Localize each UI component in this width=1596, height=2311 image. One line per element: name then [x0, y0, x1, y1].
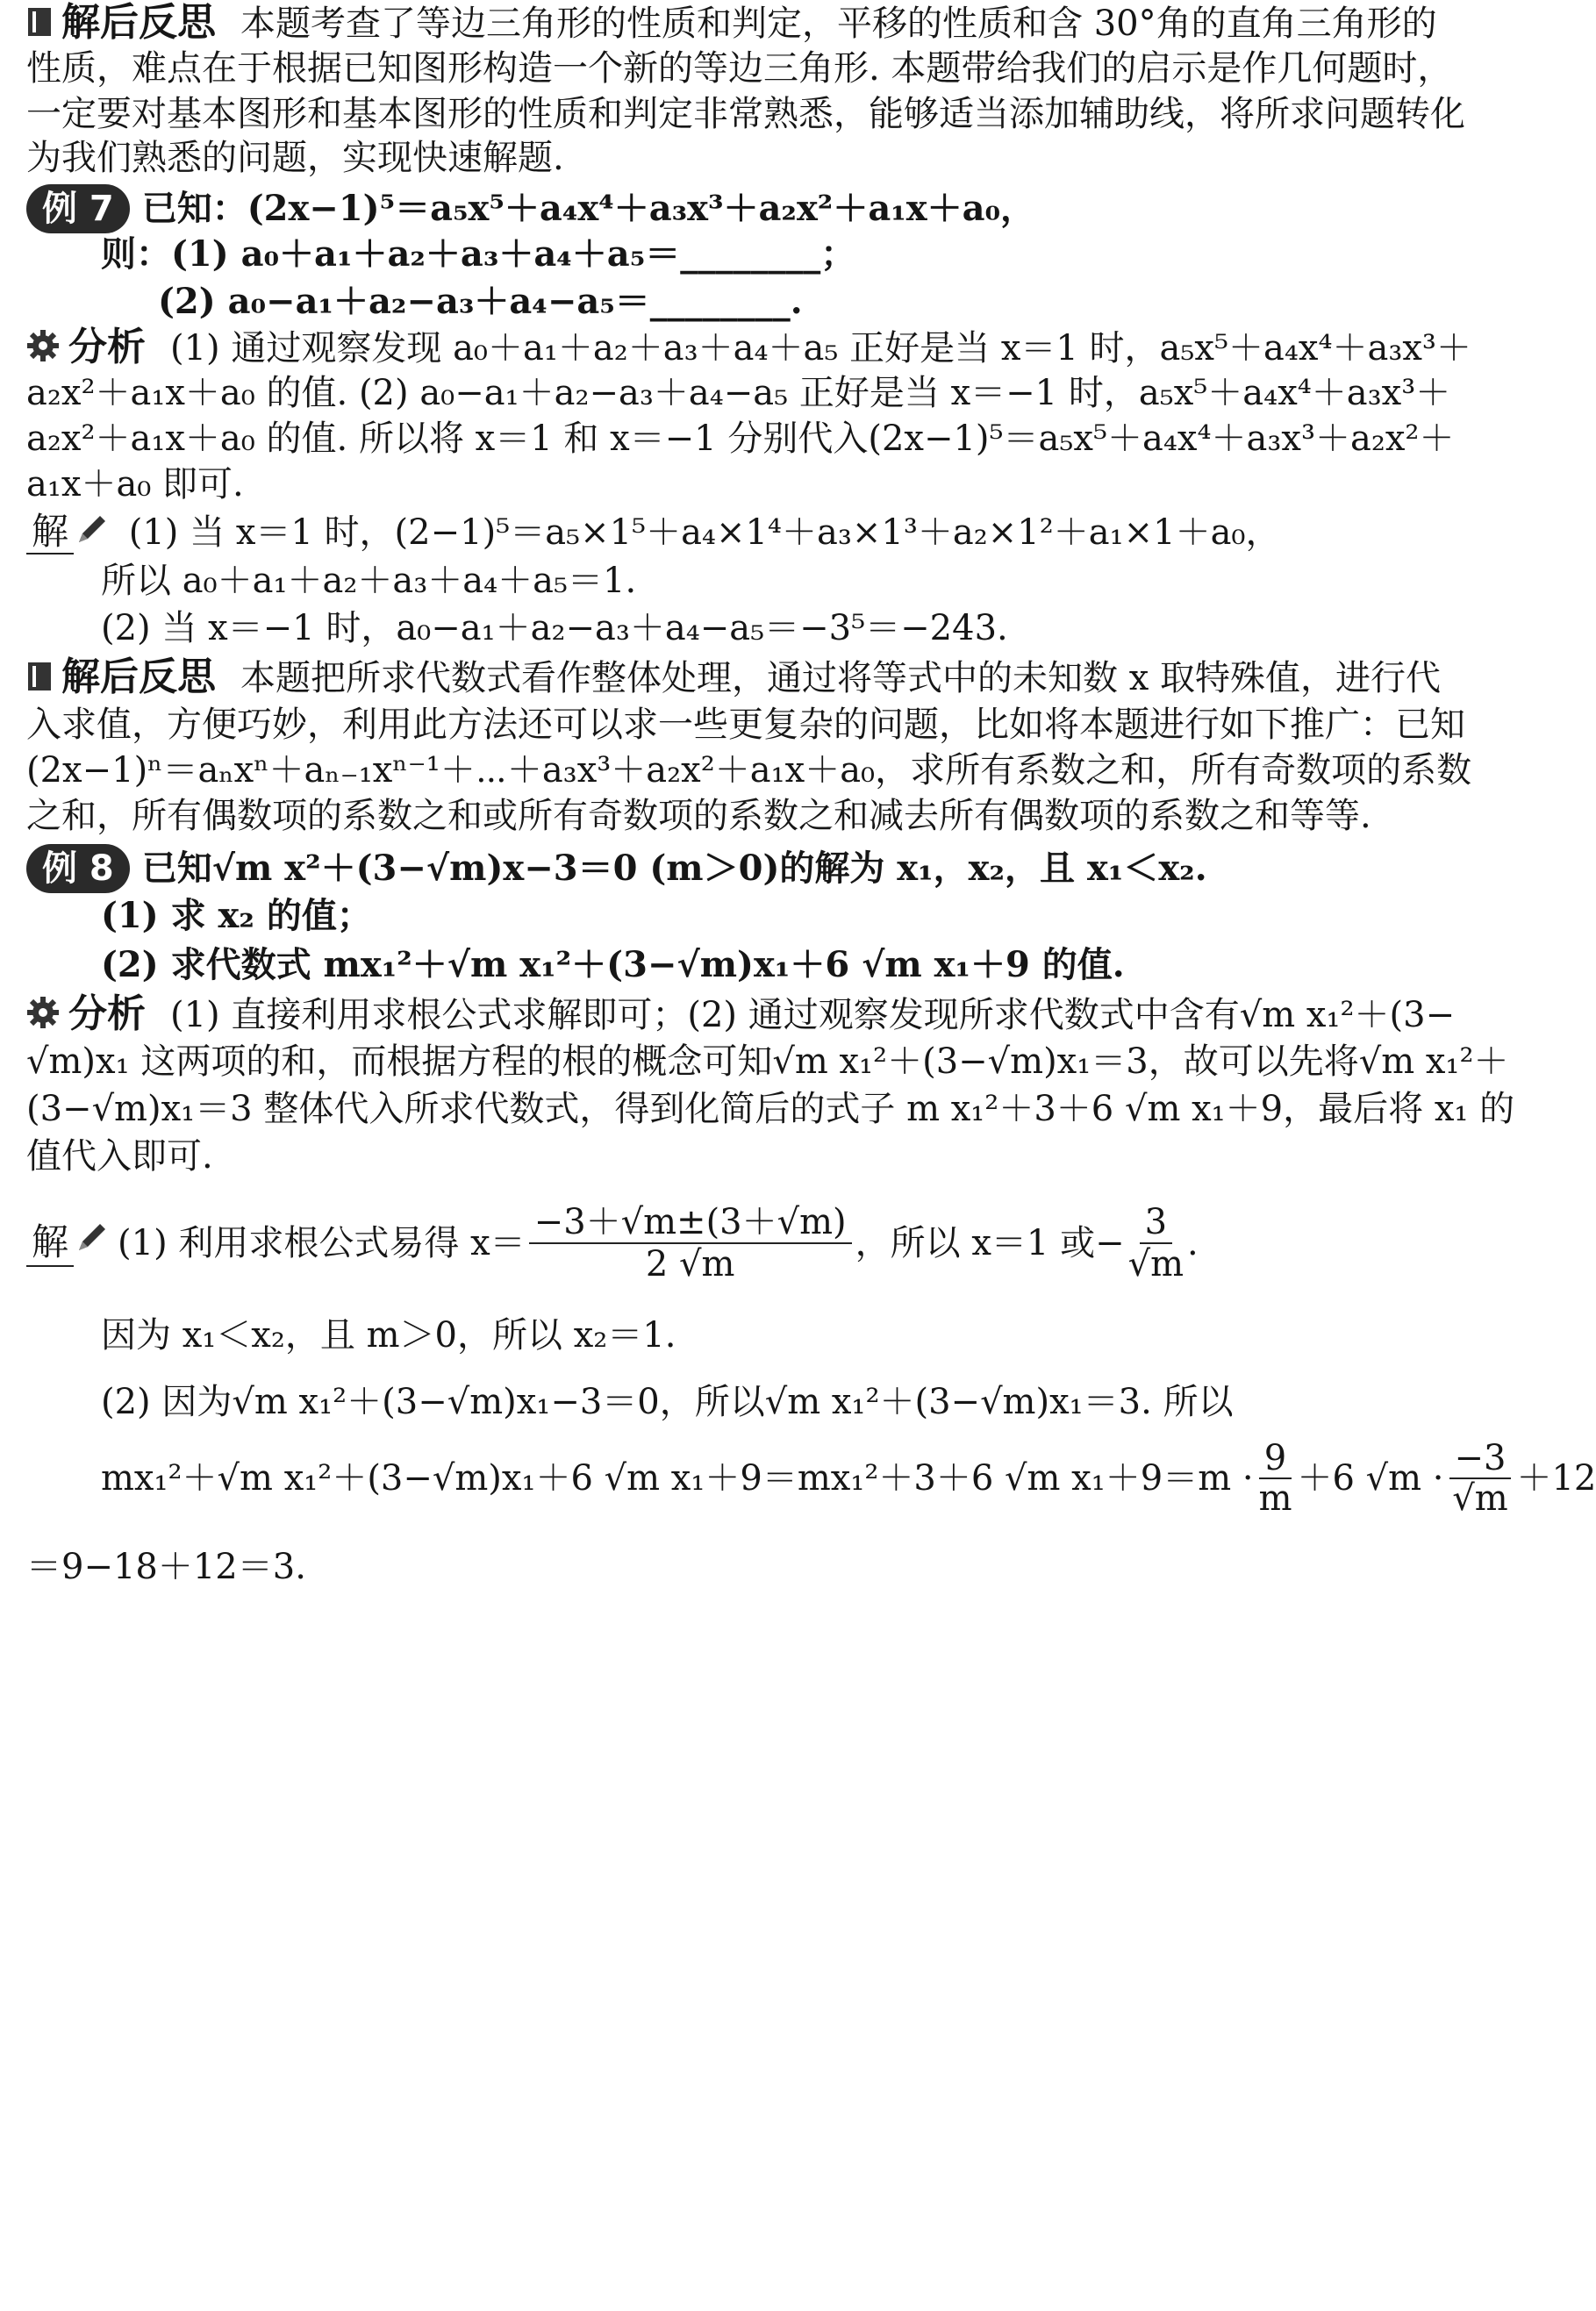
- analysis-7-line-3: a₂x²＋a₁x＋a₀ 的值. 所以将 x＝1 和 x＝−1 分别代入(2x−1)⁵＝a₅x⁵＋a₄x⁴＋a₃x³＋a₂x²＋: [26, 419, 1455, 459]
- example-8-question-2: (2) 求代数式 mx₁²＋√m x₁²＋(3−√m)x₁＋6 √m x₁＋9 的值.: [101, 944, 1125, 985]
- reflection-1-line-1: 解后反思 本题考查了等边三角形的性质和判定，平移的性质和含 30°角的直角三角形的: [26, 0, 1437, 49]
- reflection-2-line-1: 解后反思 本题把所求代数式看作整体处理，通过将等式中的未知数 x 取特殊值，进行代: [26, 655, 1441, 704]
- analysis-7-line-1: 分析 (1) 通过观察发现 a₀＋a₁＋a₂＋a₃＋a₄＋a₅ 正好是当 x＝1 时，a₅x⁵＋a₄x⁴＋a₃x³＋: [26, 325, 1471, 374]
- book-icon: [26, 4, 53, 49]
- example-badge: 例 7: [26, 184, 130, 233]
- solution-7-line-1: 解 (1) 当 x＝1 时，(2−1)⁵＝a₅×1⁵＋a₄×1⁴＋a₃×1³＋a₂×1²＋a₁×1＋a₀，: [26, 509, 1280, 559]
- reflection-1-line-4: 为我们熟悉的问题，实现快速解题.: [26, 138, 564, 178]
- reflection-2-line-4: 之和，所有偶数项的系数之和或所有奇数项的系数之和减去所有偶数项的系数之和等等.: [26, 796, 1371, 836]
- root-fraction-2: $\frac{3}{√m}$: [1127, 1202, 1184, 1284]
- gear-icon: [26, 995, 60, 1041]
- reflection-1-line-3: 一定要对基本图形和基本图形的性质和判定非常熟悉，能够适当添加辅助线，将所求问题转化: [26, 94, 1465, 134]
- reflection-2-line-3: (2x−1)ⁿ＝aₙxⁿ＋aₙ₋₁xⁿ⁻¹＋⋯＋a₃x³＋a₂x²＋a₁x＋a₀，求所有系数之和，所有奇数项的系数: [26, 750, 1472, 791]
- pencil-icon: [74, 1220, 109, 1267]
- reflection-label: 解后反思: [61, 655, 216, 699]
- fraction-neg3-over-sqrtm: −3 √m: [1449, 1439, 1512, 1518]
- solution-7-line-3: (2) 当 x＝−1 时，a₀−a₁＋a₂−a₃＋a₄−a₅＝−3⁵＝−243.: [101, 608, 1008, 648]
- solution-8-line-2: 因为 x₁＜x₂，且 m＞0，所以 x₂＝1.: [101, 1315, 676, 1356]
- solution-8-line-4: mx₁²＋√m x₁²＋(3−√m)x₁＋6 √m x₁＋9＝mx₁²＋3＋6 √m x₁＋9＝m · 9 m ＋6 √m · −3 √m ＋12: [101, 1438, 1596, 1519]
- analysis-7-line-2: a₂x²＋a₁x＋a₀ 的值. (2) a₀−a₁＋a₂−a₃＋a₄−a₅ 正好是当 x＝−1 时，a₅x⁵＋a₄x⁴＋a₃x³＋: [26, 373, 1451, 413]
- example-badge: 例 8: [26, 844, 130, 893]
- solution-8-line-1: 解 (1) 利用求根公式易得 x＝ −3＋√m±(3＋√m) 2 √m ，所以 x＝1 或− $\frac{3}{√m}$ .: [26, 1202, 1199, 1284]
- example-7-statement: 例 7 已知：(2x−1)⁵＝a₅x⁵＋a₄x⁴＋a₃x³＋a₂x²＋a₁x＋a₀，: [26, 184, 1035, 233]
- analysis-8-line-2: √m)x₁ 这两项的和，而根据方程的根的概念可知√m x₁²＋(3−√m)x₁＝3，故可以先将√m x₁²＋: [26, 1041, 1509, 1082]
- reflection-1-line-2: 性质，难点在于根据已知图形构造一个新的等边三角形. 本题带给我们的启示是作几何题时，: [26, 48, 1453, 89]
- gear-icon: [26, 328, 60, 374]
- solution-8-line-5: ＝9−18＋12＝3.: [26, 1547, 306, 1587]
- solution-label: 解: [26, 510, 74, 554]
- root-formula-fraction: −3＋√m±(3＋√m) 2 √m: [529, 1202, 852, 1284]
- fraction-9-over-m: 9 m: [1258, 1438, 1292, 1519]
- example-7-question-2: (2) a₀−a₁＋a₂−a₃＋a₄−a₅＝________.: [158, 281, 803, 322]
- analysis-7-line-4: a₁x＋a₀ 即可.: [26, 464, 244, 504]
- example-7-question-1: 则：(1) a₀＋a₁＋a₂＋a₃＋a₄＋a₅＝________；: [101, 233, 856, 275]
- example-8-statement: 例 8 已知√m x²＋(3−√m)x−3＝0 (m＞0)的解为 x₁，x₂，且 x₁＜x₂.: [26, 844, 1207, 893]
- solution-label: 解: [26, 1220, 74, 1267]
- solution-7-line-2: 所以 a₀＋a₁＋a₂＋a₃＋a₄＋a₅＝1.: [101, 561, 637, 601]
- solution-8-line-3: (2) 因为√m x₁²＋(3−√m)x₁−3＝0，所以√m x₁²＋(3−√m)x₁＝3. 所以: [101, 1382, 1234, 1422]
- pencil-icon: [74, 512, 109, 559]
- reflection-label: 解后反思: [61, 0, 216, 45]
- analysis-label: 分析: [68, 991, 146, 1036]
- analysis-8-line-1: 分析 (1) 直接利用求根公式求解即可；(2) 通过观察发现所求代数式中含有√m x₁²＋(3−: [26, 991, 1455, 1041]
- analysis-8-line-4: 值代入即可.: [26, 1136, 213, 1177]
- analysis-8-line-3: (3−√m)x₁＝3 整体代入所求代数式，得到化简后的式子 m x₁²＋3＋6 √m x₁＋9，最后将 x₁ 的: [26, 1089, 1515, 1129]
- book-icon: [26, 658, 53, 704]
- reflection-2-line-2: 入求值，方便巧妙，利用此方法还可以求一些更复杂的问题，比如将本题进行如下推广：已知: [26, 705, 1465, 745]
- example-8-question-1: (1) 求 x₂ 的值；: [101, 895, 372, 936]
- analysis-label: 分析: [68, 325, 146, 369]
